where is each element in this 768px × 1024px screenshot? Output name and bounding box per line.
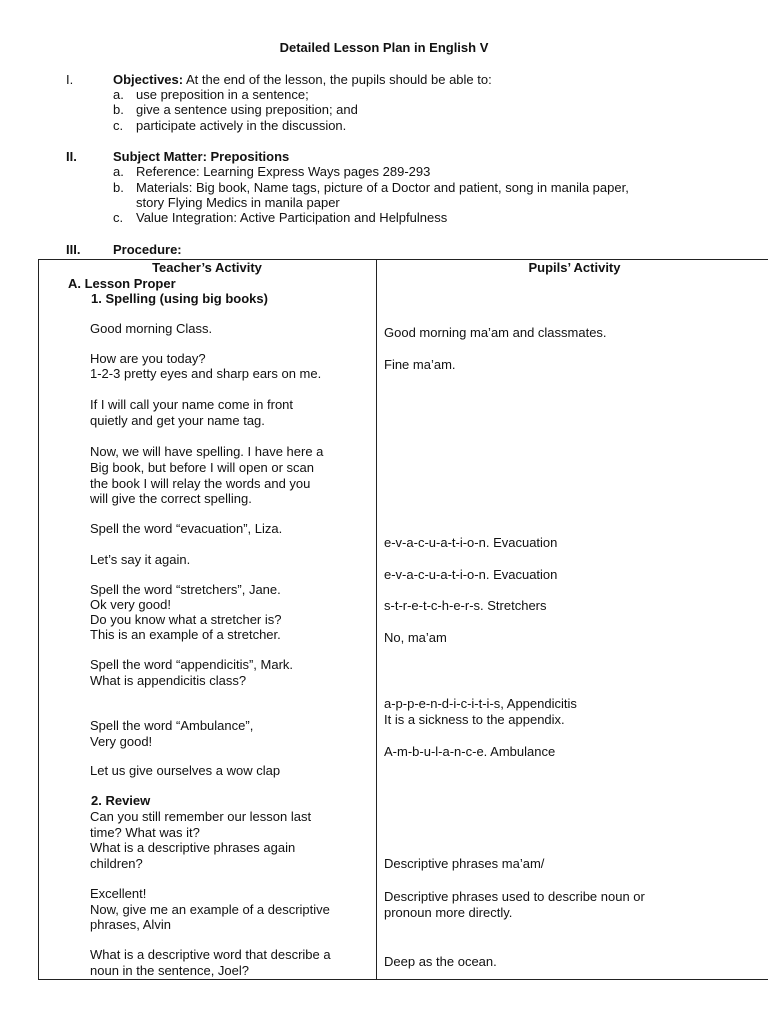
objectives-line xyxy=(113,72,492,87)
teacher-line: phrases, Alvin xyxy=(90,917,171,932)
list-item: use preposition in a sentence; xyxy=(136,87,309,102)
pupil-line: Good morning ma’am and classmates. xyxy=(384,325,607,340)
teacher-line: Now, give me an example of a descriptive xyxy=(90,902,330,917)
list-item: Materials: Big book, Name tags, picture of a Doctor and patient, song in manila paper, xyxy=(136,180,629,195)
teacher-line: Do you know what a stretcher is? xyxy=(90,612,282,627)
list-item: give a sentence using preposition; and xyxy=(136,102,358,117)
teacher-line: Ok very good! xyxy=(90,597,171,612)
teacher-line: What is a descriptive phrases again xyxy=(90,840,296,855)
teacher-line: Can you still remember our lesson last xyxy=(90,809,312,824)
pupil-line: A-m-b-u-l-a-n-c-e. Ambulance xyxy=(384,744,556,759)
section-numeral: III. xyxy=(66,242,81,257)
teacher-line: Now, we will have spelling. I have here a xyxy=(90,444,324,459)
pupil-line: pronoun more directly. xyxy=(384,905,513,920)
teacher-line: What is appendicitis class? xyxy=(90,673,247,688)
list-item: Value Integration: Active Participation and Helpfulness xyxy=(136,210,448,225)
list-marker: c. xyxy=(113,118,124,133)
section-numeral: I. xyxy=(66,72,74,87)
table-column-divider xyxy=(376,259,377,980)
teacher-line: noun in the sentence, Joel? xyxy=(90,963,250,978)
pupil-line: a-p-p-e-n-d-i-c-i-t-i-s, Appendicitis xyxy=(384,696,577,711)
teacher-line: time? What was it? xyxy=(90,825,200,840)
list-marker: b. xyxy=(113,102,124,117)
pupil-line: Fine ma’am. xyxy=(384,357,456,372)
list-item-continued: story Flying Medics in manila paper xyxy=(136,195,340,210)
teacher-line: children? xyxy=(90,856,143,871)
teacher-line: Very good! xyxy=(90,734,153,749)
teacher-line: will give the correct spelling. xyxy=(90,491,252,506)
document-title: Detailed Lesson Plan in English V xyxy=(279,40,489,55)
teacher-line: How are you today? xyxy=(90,351,206,366)
teacher-line: Let us give ourselves a wow clap xyxy=(90,763,281,778)
list-item: participate actively in the discussion. xyxy=(136,118,347,133)
pupil-line: e-v-a-c-u-a-t-i-o-n. Evacuation xyxy=(384,535,558,550)
pupil-line: No, ma’am xyxy=(384,630,447,645)
list-marker: c. xyxy=(113,210,124,225)
list-marker: a. xyxy=(113,87,124,102)
procedure-heading: Procedure: xyxy=(113,242,182,257)
teacher-line: Spell the word “evacuation”, Liza. xyxy=(90,521,283,536)
review-heading: 2. Review xyxy=(91,793,151,808)
subject-matter-heading: Subject Matter: Prepositions xyxy=(113,149,290,164)
pupil-line: s-t-r-e-t-c-h-e-r-s. Stretchers xyxy=(384,598,547,613)
list-marker: b. xyxy=(113,180,124,195)
pupils-activity-header: Pupils’ Activity xyxy=(528,260,621,275)
teacher-line: Let’s say it again. xyxy=(90,552,191,567)
teacher-line: 1-2-3 pretty eyes and sharp ears on me. xyxy=(90,366,322,381)
list-item: Reference: Learning Express Ways pages 289-293 xyxy=(136,164,431,179)
pupil-line: It is a sickness to the appendix. xyxy=(384,712,565,727)
teacher-line: Big book, but before I will open or scan xyxy=(90,460,315,475)
objectives-heading: Objectives: xyxy=(113,72,184,87)
objectives-intro: At the end of the lesson, the pupils should be able to: xyxy=(186,72,492,87)
spelling-heading: 1. Spelling (using big books) xyxy=(91,291,268,306)
section-numeral: II. xyxy=(66,149,77,164)
pupil-line: Descriptive phrases ma’am/ xyxy=(384,856,545,871)
pupil-line: e-v-a-c-u-a-t-i-o-n. Evacuation xyxy=(384,567,558,582)
teacher-line: What is a descriptive word that describe a xyxy=(90,947,331,962)
teacher-line: If I will call your name come in front xyxy=(90,397,294,412)
teacher-line: Spell the word “Ambulance”, xyxy=(90,718,254,733)
teacher-line: Spell the word “appendicitis”, Mark. xyxy=(90,657,294,672)
teacher-line: Good morning Class. xyxy=(90,321,213,336)
teacher-line: Spell the word “stretchers”, Jane. xyxy=(90,582,281,597)
teacher-line: quietly and get your name tag. xyxy=(90,413,265,428)
teacher-activity-header: Teacher’s Activity xyxy=(152,260,262,275)
lesson-proper-heading: A. Lesson Proper xyxy=(68,276,176,291)
pupil-line: Descriptive phrases used to describe noun or xyxy=(384,889,645,904)
teacher-line: the book I will relay the words and you xyxy=(90,476,311,491)
list-marker: a. xyxy=(113,164,124,179)
pupil-line: Deep as the ocean. xyxy=(384,954,497,969)
teacher-line: This is an example of a stretcher. xyxy=(90,627,281,642)
teacher-line: Excellent! xyxy=(90,886,147,901)
